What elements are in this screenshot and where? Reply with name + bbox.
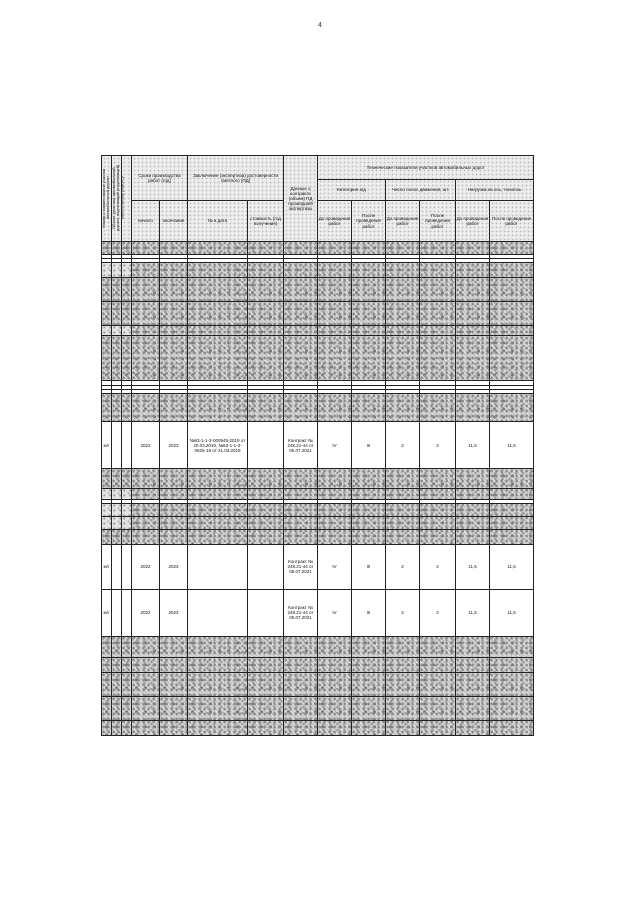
header-term: Сроки производства работ (год) [132,156,188,201]
redacted-row [102,278,534,302]
header-term-end: окончание [160,201,188,242]
redacted-row [102,503,534,516]
redacted-row [102,636,534,657]
redacted-row [102,241,534,254]
header-cat-before: До проведения работ [318,201,352,242]
row-cat-after: III [352,422,386,469]
header-pd-sum: стоимость (год получения) [248,201,284,242]
table-row [102,589,534,636]
row-contract: Контракт № 248.21-44 от 05.07.2021 [284,422,318,469]
redacted-row [102,336,534,381]
redacted-row [102,658,534,673]
header-tech: Технические показатели участков автомобильных дорог [318,156,534,180]
row-object-code: м/г [102,589,112,636]
row-cat-after: III [352,589,386,636]
row-lanes-after: 2 [420,544,456,589]
redacted-row [102,697,534,721]
row-load-before: 11,5 [456,544,490,589]
row-start-year: 2022 [132,589,160,636]
row-load-after: 11,5 [490,422,534,469]
row-lanes-after: 2 [420,589,456,636]
row-cat-before: IV [318,589,352,636]
redacted-row [102,302,534,326]
row-cat-after: III [352,544,386,589]
header-lanes-after: После проведения работ [420,201,456,242]
row-cat-before: IV [318,422,352,469]
row-load-before: 11,5 [456,589,490,636]
row-cat-before: IV [318,544,352,589]
row-end-year: 2023 [160,544,188,589]
row-load-after: 11,5 [490,589,534,636]
row-end-year: 2023 [160,589,188,636]
header-row-3 [102,201,534,242]
header-object: Объект (участок) автомобильной дороги, подлежащий (подлежащей) капитальному ремонту [112,156,122,242]
row-start-year: 2022 [132,422,160,469]
redacted-row [102,529,534,544]
redacted-row [102,394,534,422]
row-expertise: №63-1-1-3-000945-2019 от 20.03.2019, №63-1-1-3-0525-19 от 21.03.2019 [188,422,248,469]
header-load-after: После проведения работ [490,201,534,242]
header-term-start: начало [132,201,160,242]
header-row-1 [102,156,534,180]
redacted-row [102,469,534,488]
row-lanes-before: 2 [386,422,420,469]
row-contract: Контракт № 248.21-44 от 05.07.2021 [284,544,318,589]
redacted-row [102,720,534,735]
header-lanes-before: До проведения работ [386,201,420,242]
header-pd: Заключение (экспертиза) достоверности сметного (ПД) [188,156,284,201]
redacted-row [102,263,534,278]
header-contract: Данные о контракте (объем) ПД прошедшей экспертизы [284,156,318,242]
row-start-year: 2022 [132,544,160,589]
row-lanes-after: 2 [420,422,456,469]
header-pd-number: № и дата [188,201,248,242]
table-row [102,422,534,469]
page-number: 4 [318,22,322,29]
row-load-before: 11,5 [456,422,490,469]
row-end-year: 2023 [160,422,188,469]
redacted-row [102,516,534,529]
roads-repair-table [101,155,534,736]
table-row [102,544,534,589]
header-cat-after: После проведения работ [352,201,386,242]
redacted-row [102,325,534,336]
redacted-row [102,488,534,499]
row-lanes-before: 2 [386,544,420,589]
header-lanes: Число полос движения, шт. [386,179,456,200]
header-category: Категория а/д [318,179,386,200]
row-contract: Контракт № 248.21-44 от 05.07.2021 [284,589,318,636]
header-load-before: До проведения работ [456,201,490,242]
header-road-number: Номер и наименование участка автомобильной дороги [102,156,112,242]
header-load: Нагрузка на ось, тонн/ось [456,179,534,200]
row-load-after: 11,5 [490,544,534,589]
row-object-code: м/г [102,544,112,589]
row-lanes-before: 2 [386,589,420,636]
redacted-row [102,673,534,697]
row-object-code: м/г [102,422,112,469]
